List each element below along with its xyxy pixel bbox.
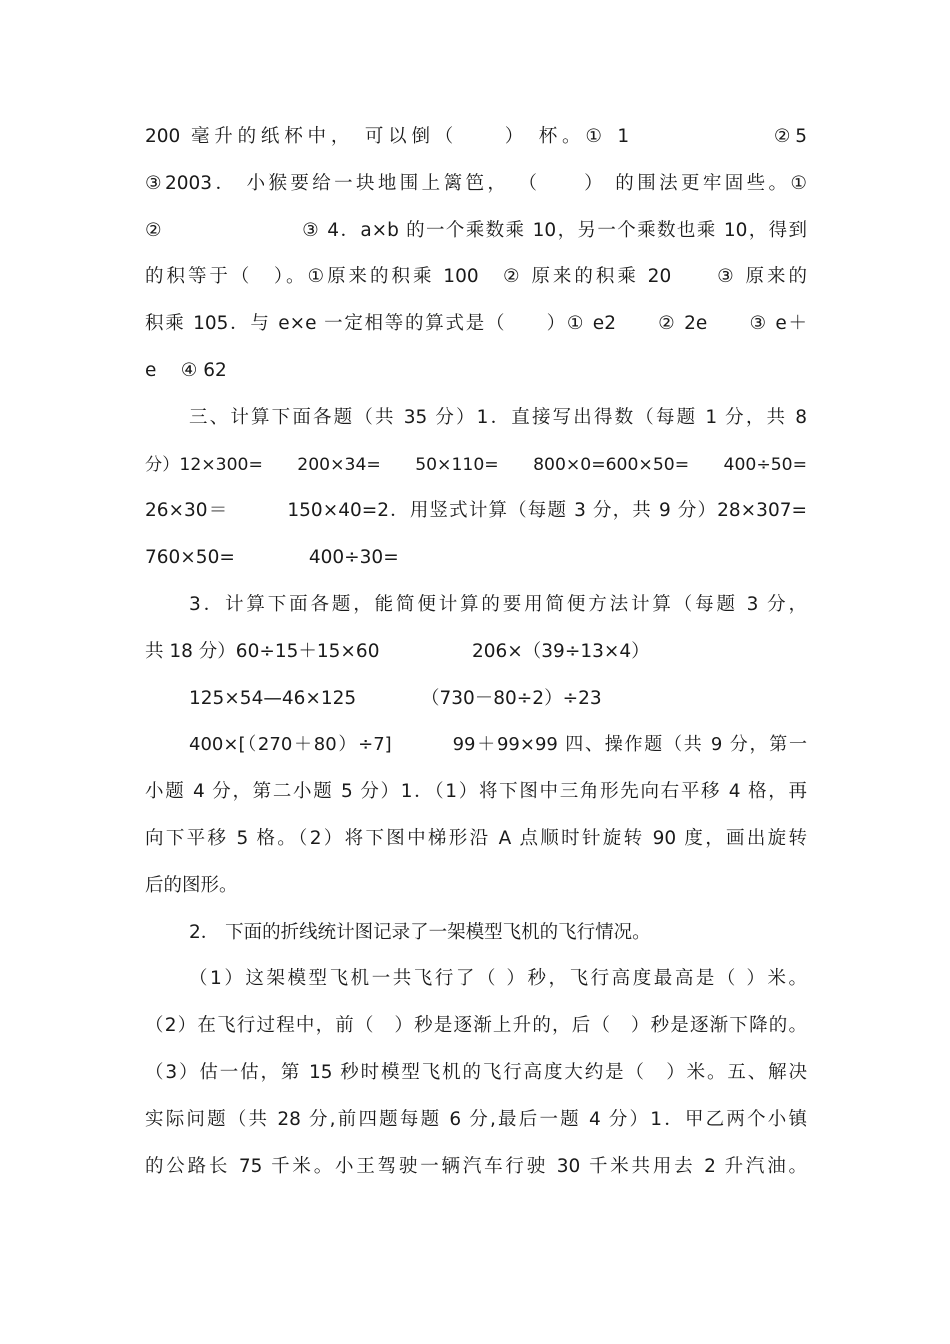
text-line: （3）估一估，第 15 秒时模型飞机的飞行高度大约是（ ）米。五、解决 bbox=[145, 1061, 807, 1083]
text-line: 的积等于（ ）。①原来的积乘 100 ② 原来的积乘 20 ③ 原来的 bbox=[145, 266, 807, 288]
text-line: 向下平移 5 格。（2）将下图中梯形沿 A 点顺时针旋转 90 度，画出旋转 bbox=[145, 827, 807, 849]
text-line: 的公路长 75 千米。小王驾驶一辆汽车行驶 30 千米共用去 2 升汽油。 bbox=[145, 1155, 807, 1177]
text-line: 三、计算下面各题（共 35 分）1．直接写出得数（每题 1 分，共 8 bbox=[189, 406, 807, 428]
text-line: 后的图形。 bbox=[145, 874, 238, 896]
paragraph-simplified-calc bbox=[145, 582, 807, 676]
paragraph-section-four bbox=[145, 722, 807, 909]
text-line: 实际问题（共 28 分,前四题每题 6 分,最后一题 4 分）1．甲乙两个小镇 bbox=[145, 1108, 807, 1130]
text-line: ③2003． 小猴要给一块地围上篱笆， （ ） 的围法更牢固些。① bbox=[145, 172, 807, 194]
text-line: 积乘 105．与 e×e 一定相等的算式是（ ）① e2 ② 2e ③ e＋ bbox=[145, 313, 807, 335]
paragraph-section-three bbox=[145, 395, 807, 582]
text-line: 200 毫升的纸杯中， 可以倒（ ） 杯。① 1 ②5 bbox=[145, 126, 807, 147]
document-body bbox=[145, 114, 807, 1190]
text-line: （1）这架模型飞机一共飞行了（ ）秒，飞行高度最高是（ ）米。 bbox=[189, 968, 807, 990]
text-line: 26×30＝ 150×40=2．用竖式计算（每题 3 分，共 9 分）28×307= bbox=[145, 500, 807, 522]
text-line: 400×[（270＋80）÷7] 99＋99×99 四、操作题（共 9 分，第一 bbox=[189, 734, 807, 756]
text-line: 小题 4 分，第二小题 5 分）1．（1）将下图中三角形先向右平移 4 格，再 bbox=[145, 781, 807, 803]
text-line: ② ③ 4．a×b 的一个乘数乘 10，另一个乘数也乘 10，得到 bbox=[145, 219, 807, 241]
text-line: 125×54—46×125 （730－80÷2）÷23 bbox=[189, 687, 602, 709]
paragraph-calc-row bbox=[145, 676, 807, 723]
text-line: 2． 下面的折线统计图记录了一架模型飞机的飞行情况。 bbox=[189, 921, 651, 943]
text-line: 共 18 分）60÷15＋15×60 206×（39÷13×4） bbox=[145, 640, 650, 662]
text-line: 分）12×300= 200×34= 50×110= 800×0=600×50= 400÷50= bbox=[145, 454, 807, 475]
text-line: 760×50= 400÷30= bbox=[145, 547, 399, 569]
paragraph-fill-in-questions bbox=[145, 114, 807, 395]
paragraph-flight-questions bbox=[145, 956, 807, 1190]
text-line: e ④ 62 bbox=[145, 359, 227, 381]
text-line: （2）在飞行过程中，前（ ）秒是逐渐上升的，后（ ）秒是逐渐下降的。 bbox=[145, 1015, 807, 1037]
text-line: 3．计算下面各题，能简便计算的要用简便方法计算（每题 3 分， bbox=[189, 593, 807, 615]
paragraph-line-chart-question bbox=[145, 910, 807, 957]
